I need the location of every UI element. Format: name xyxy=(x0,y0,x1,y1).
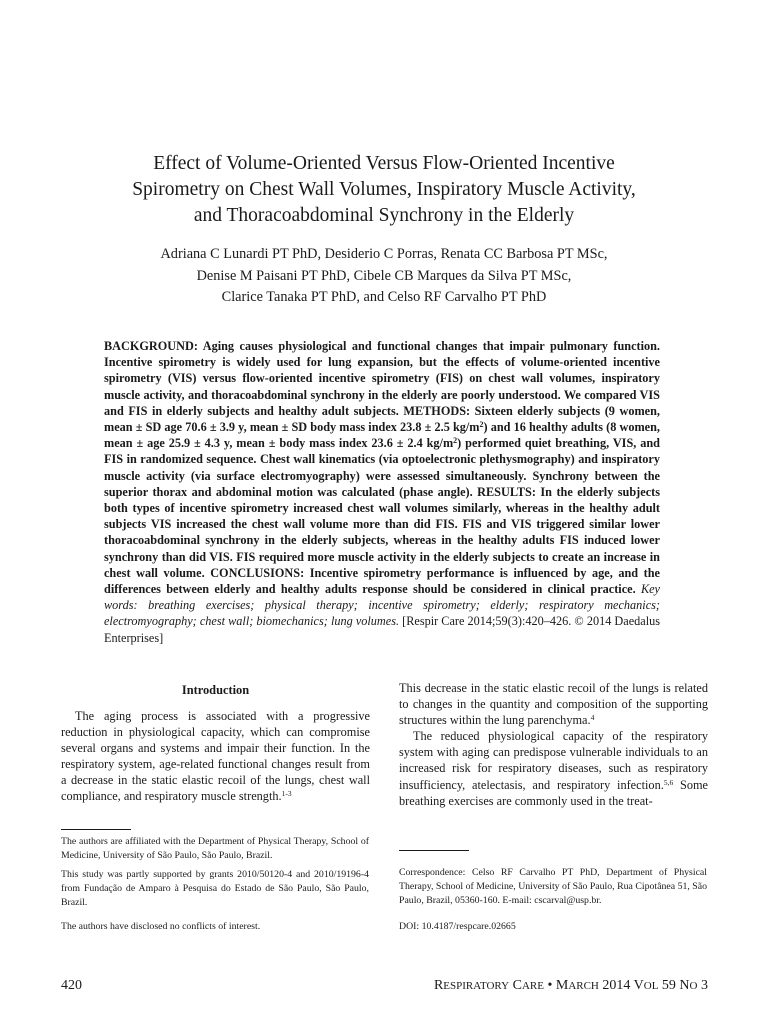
funding-note: This study was partly supported by grants 2010/50120-4 and 2010/19196-4 from Fundação de Amparo à Pesquisa do Estado de São Paulo, São Paulo, Brazil. xyxy=(61,869,369,909)
page-number: 420 xyxy=(61,978,82,993)
author-line: Clarice Tanaka PT PhD, and Celso RF Carvalho PT PhD xyxy=(221,289,547,305)
author-list xyxy=(60,244,708,309)
abstract xyxy=(104,338,660,646)
author-line: Adriana C Lunardi PT PhD, Desiderio C Porras, Renata CC Barbosa PT MSc, xyxy=(160,246,608,262)
abstract-text: ) performed quiet breathing, VIS, and FIS in randomized sequence. Chest wall kinematics (via optoelectronic plethysmography) and inspiratory muscle activity (via surface electromyography) were assessed simultaneously. Synchrony between the superior thorax and abdominal motion was calculated (phase angle). RESULTS: In the elderly subjects both types of incentive spirometry increased chest wall volumes similarly, whereas in the healthy adult subjects VIS increased the chest wall volume more than did FIS. FIS and VIS triggered similar lower thoracoabdominal synchrony in the elderly subjects, whereas in the healthy adults FIS induced lower synchrony than did VIS. FIS required more muscle activity in the elderly subjects to create an increase in chest wall volume. CONCLUSIONS: Incentive spirometry performance is influenced by age, and the differences between elderly and healthy adults response should be considered in clinical practice. xyxy=(104,436,660,597)
footnote-divider xyxy=(61,829,131,830)
title-line: Effect of Volume-Oriented Versus Flow-Oriented Incentive xyxy=(153,153,615,174)
title-line: Spirometry on Chest Wall Volumes, Inspiratory Muscle Activity, xyxy=(132,179,636,200)
author-line: Denise M Paisani PT PhD, Cibele CB Marques da Silva PT MSc, xyxy=(196,267,572,284)
paragraph-text: This decrease in the static elastic recoil of the lungs is related to changes in the quantity and composition of the supporting structures within the lung parenchyma. xyxy=(399,681,708,728)
title-line: and Thoracoabdominal Synchrony in the Elderly xyxy=(193,205,575,226)
body-paragraph xyxy=(399,680,708,728)
left-column xyxy=(61,680,370,805)
body-paragraph xyxy=(61,708,370,805)
affiliation-note: The authors are affiliated with the Department of Physical Therapy, School of Medicine, University of São Paulo, São Paulo, Brazil. xyxy=(61,836,369,862)
doi-note: DOI: 10.4187/respcare.02665 xyxy=(399,921,516,932)
abstract-superscript: 2 xyxy=(479,420,484,430)
correspondence-note: Correspondence: Celso RF Carvalho PT PhD, Department of Physical Therapy, School of Medicine, University of São Paulo, Rua Cipotânea 51, São Paulo, Brazil, 05360-160. E-mail: cscarval@usp.br. xyxy=(399,867,707,907)
article-title xyxy=(60,151,708,229)
reference-superscript: 4 xyxy=(590,713,595,723)
right-column xyxy=(399,680,708,809)
footnote-divider xyxy=(399,850,469,851)
paragraph-text: Some breathing exercises are commonly used in the treat- xyxy=(399,777,708,808)
section-heading: Introduction xyxy=(181,683,250,697)
journal-footer: RESPIRATORY CARE • MARCH 2014 VOL 59 NO 3 xyxy=(433,978,708,993)
abstract-text: ) and 16 healthy adults (8 women, mean ± age 25.9 ± 4.3 y, mean ± body mass index 23.6 ± 2.4 kg/m xyxy=(104,420,660,451)
abstract-citation: [Respir Care 2014;59(3):420–426. © 2014 Daedalus Enterprises] xyxy=(104,614,660,645)
reference-superscript: 5,6 xyxy=(663,777,674,787)
conflicts-note: The authors have disclosed no conflicts of interest. xyxy=(61,921,261,932)
paragraph-text: The reduced physiological capacity of the respiratory system with aging can predispose vulnerable individuals to an increased risk for respiratory diseases, such as respiratory insufficiency, atelectasis, and respiratory infection. xyxy=(399,729,708,792)
abstract-text: BACKGROUND: Aging causes physiological and functional changes that impair pulmonary function. Incentive spirometry is widely used for lung expansion, but the effects of volume-oriented incentive spirometry (VIS) versus flow-oriented incentive spirometry (FIS) on chest wall volumes, inspiratory muscle activity, and thoracoabdominal synchrony in the elderly are poorly understood. We compared VIS and FIS in elderly subjects and healthy adult subjects. METHODS: Sixteen elderly subjects (9 women, mean ± SD age 70.6 ± 3.9 y, mean ± SD body mass index 23.8 ± 2.5 kg/m xyxy=(104,339,660,435)
reference-superscript: 1-3 xyxy=(281,789,292,799)
paragraph-text: The aging process is associated with a progressive reduction in physiological capacity, which can compromise several organs and systems and impair their function. In the respiratory system, age-related functional changes result from a decrease in the static elastic recoil of the lungs, chest wall compliance, and respiratory muscle strength. xyxy=(61,709,370,804)
abstract-keywords: Key words: breathing exercises; physical therapy; incentive spirometry; elderly; respiratory mechanics; electromyography; chest wall; biomechanics; lung volumes. xyxy=(104,582,660,629)
body-paragraph xyxy=(399,728,708,808)
abstract-superscript: 2 xyxy=(453,436,458,446)
